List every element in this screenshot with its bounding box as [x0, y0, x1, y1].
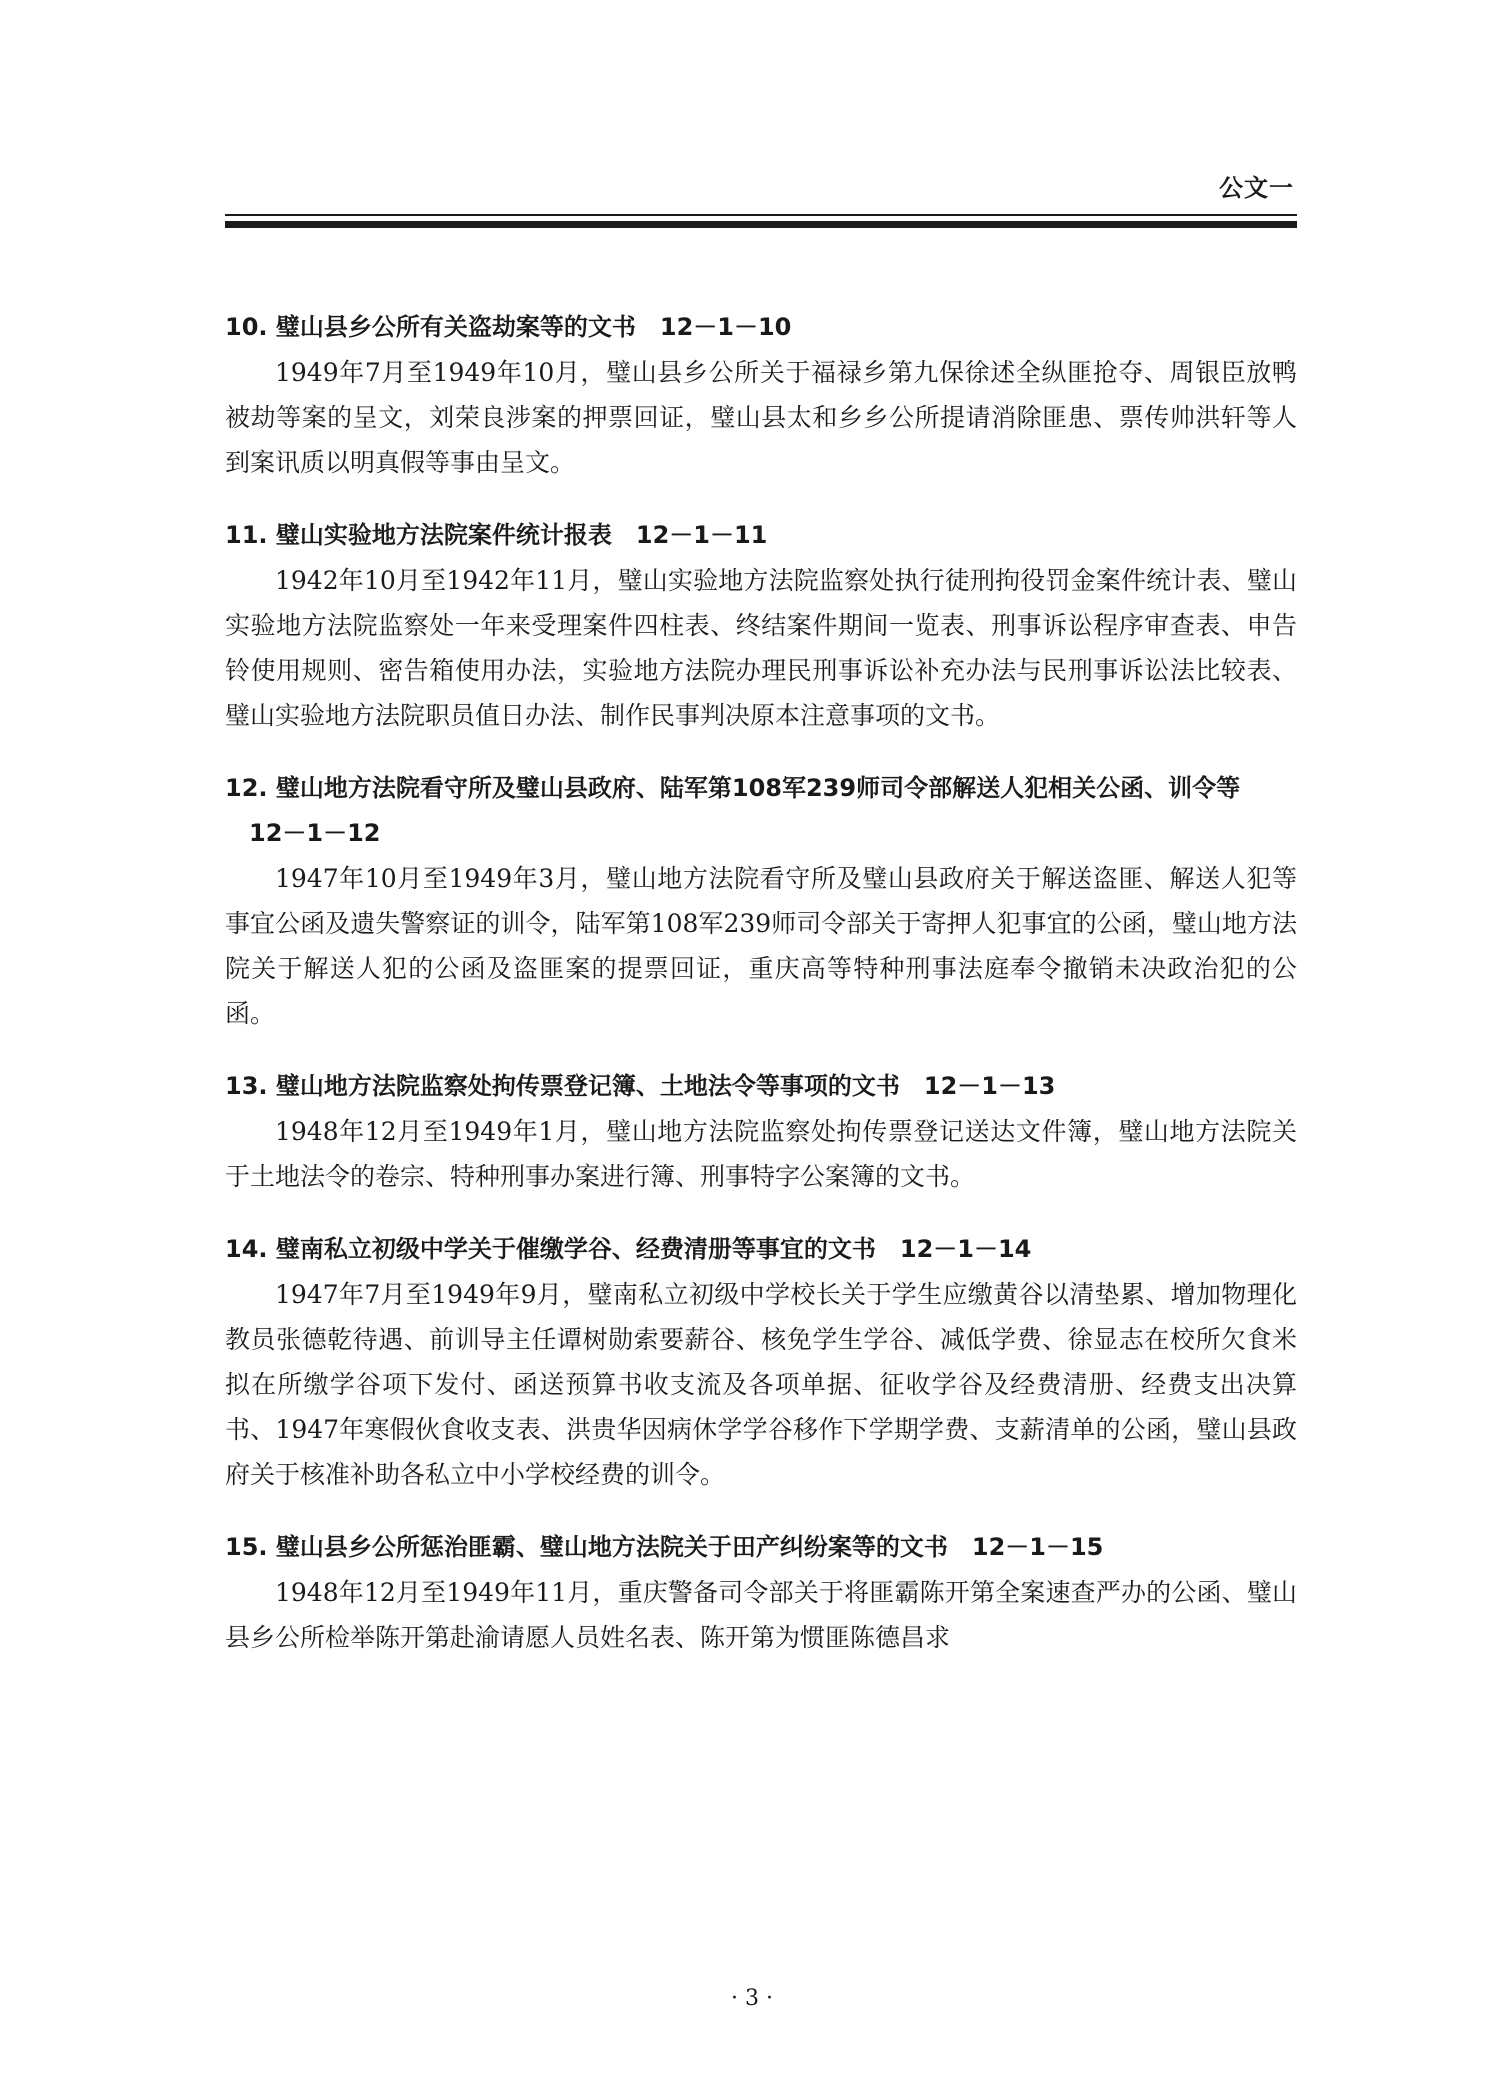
entry-code: 12－1－10: [659, 313, 792, 341]
catalog-entry: [225, 1227, 1297, 1497]
entry-description: 1948年12月至1949年11月，重庆警备司令部关于将匪霸陈开第全案速查严办的公函、璧山县乡公所检举陈开第赴渝请愿人员姓名表、陈开第为惯匪陈德昌求: [225, 1578, 1297, 1652]
entry-description: 1949年7月至1949年10月，璧山县乡公所关于福禄乡第九保徐述全纵匪抢夺、周银臣放鸭被劫等案的呈文，刘荣良涉案的押票回证，璧山县太和乡乡公所提请消除匪患、票传帅洪轩等人到案讯质以明真假等事由呈文。: [225, 358, 1297, 477]
entry-title: [225, 766, 1297, 856]
entry-title-text: 15. 璧山县乡公所惩治匪霸、璧山地方法院关于田产纠纷案等的文书: [225, 1533, 948, 1561]
header-rule-thin: [225, 214, 1297, 216]
entry-code: 12－1－13: [923, 1072, 1056, 1100]
entry-code: 12－1－11: [635, 521, 768, 549]
document-body: [225, 305, 1297, 1688]
running-header-title: 公文一: [1219, 174, 1294, 202]
entry-title: [225, 513, 1297, 558]
entry-title: [225, 1227, 1297, 1272]
entry-title-text: 11. 璧山实验地方法院案件统计报表: [225, 521, 612, 549]
entry-code: 12－1－15: [971, 1533, 1104, 1561]
entry-title-text: 13. 璧山地方法院监察处拘传票登记簿、土地法令等事项的文书: [225, 1072, 900, 1100]
entry-title-text: 10. 璧山县乡公所有关盗劫案等的文书: [225, 313, 636, 341]
entry-title: [225, 1064, 1297, 1109]
catalog-entry: [225, 513, 1297, 738]
entry-title-text: 14. 璧南私立初级中学关于催缴学谷、经费清册等事宜的文书: [225, 1235, 876, 1263]
header-rule-thick: [225, 221, 1297, 228]
catalog-entry: [225, 1064, 1297, 1199]
entry-description: 1947年10月至1949年3月，璧山地方法院看守所及璧山县政府关于解送盗匪、解送人犯等事宜公函及遗失警察证的训令，陆军第108军239师司令部关于寄押人犯事宜的公函，璧山地方法院关于解送人犯的公函及盗匪案的提票回证，重庆高等特种刑事法庭奉令撤销未决政治犯的公函。: [225, 864, 1297, 1028]
entry-description: 1947年7月至1949年9月，璧南私立初级中学校长关于学生应缴黄谷以清垫累、增加物理化教员张德乾待遇、前训导主任谭树勋索要薪谷、核免学生学谷、减低学费、徐显志在校所欠食米拟在所缴学谷项下发付、函送预算书收支流及各项单据、征收学谷及经费清册、经费支出决算书、1947年寒假伙食收支表、洪贵华因病休学学谷移作下学期学费、支薪清单的公函，璧山县政府关于核准补助各私立中小学校经费的训令。: [225, 1280, 1297, 1489]
catalog-entry: [225, 1525, 1297, 1660]
catalog-entry: [225, 766, 1297, 1036]
entry-code: 12－1－14: [899, 1235, 1032, 1263]
entry-title: [225, 1525, 1297, 1570]
entry-description: 1942年10月至1942年11月，璧山实验地方法院监察处执行徒刑拘役罚金案件统计表、璧山实验地方法院监察处一年来受理案件四柱表、终结案件期间一览表、刑事诉讼程序审查表、申告铃使用规则、密告箱使用办法，实验地方法院办理民刑事诉讼补充办法与民刑事诉讼法比较表、璧山实验地方法院职员值日办法、制作民事判决原本注意事项的文书。: [225, 566, 1297, 730]
page-number: · 3 ·: [731, 1986, 773, 2011]
entry-code: 12－1－12: [249, 819, 381, 847]
entry-description: 1948年12月至1949年1月，璧山地方法院监察处拘传票登记送达文件簿，璧山地方法院关于土地法令的卷宗、特种刑事办案进行簿、刑事特字公案簿的文书。: [225, 1117, 1297, 1191]
entry-title-text: 12. 璧山地方法院看守所及璧山县政府、陆军第108军239师司令部解送人犯相关公函、训令等: [225, 774, 1241, 802]
catalog-entry: [225, 305, 1297, 485]
entry-title: [225, 305, 1297, 350]
